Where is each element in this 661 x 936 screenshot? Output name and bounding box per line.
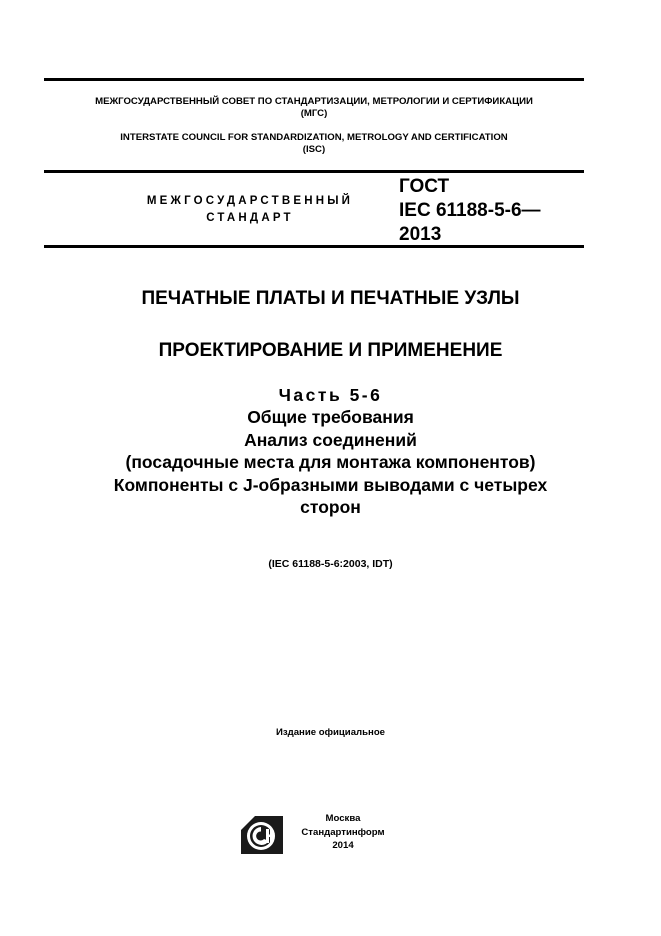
- council-english-name: INTERSTATE COUNCIL FOR STANDARDIZATION, METROLOGY AND CERTIFICATION: [120, 132, 508, 143]
- publisher-city: Москва: [325, 813, 361, 824]
- gost-year: 2013: [399, 224, 442, 245]
- standard-type-line2: СТАНДАРТ: [206, 212, 294, 224]
- document-title: ПЕЧАТНЫЕ ПЛАТЫ И ПЕЧАТНЫЕ УЗЛЫ: [141, 288, 520, 309]
- council-russian: [44, 96, 584, 120]
- part-description: [0, 384, 661, 518]
- iec-reference: (IEC 61188-5-6:2003, IDT): [268, 558, 393, 570]
- standard-designation: [399, 175, 541, 247]
- standard-type-label: [120, 193, 380, 227]
- part-line-3: (посадочные места для монтажа компонентов): [125, 452, 536, 473]
- council-english: [44, 132, 584, 156]
- top-rule: [44, 78, 584, 81]
- publication-year: 2014: [332, 840, 354, 851]
- part-line-1: Общие требования: [247, 407, 414, 428]
- standard-type-line1: МЕЖГОСУДАРСТВЕННЫЙ: [146, 195, 354, 207]
- council-russian-name: МЕЖГОСУДАРСТВЕННЫЙ СОВЕТ ПО СТАНДАРТИЗАЦИИ, МЕТРОЛОГИИ И СЕРТИФИКАЦИИ: [95, 96, 533, 107]
- standartinform-logo-icon: [237, 812, 287, 858]
- part-number: Часть 5-6: [278, 385, 383, 405]
- gost-label: ГОСТ: [399, 176, 450, 197]
- publisher-name: Стандартинформ: [301, 826, 385, 838]
- gost-number: IEC 61188-5-6—: [399, 200, 541, 221]
- middle-rule: [44, 170, 584, 173]
- part-line-4: Компоненты с J-образными выводами с четырех: [113, 474, 548, 495]
- part-line-5: сторон: [300, 497, 361, 518]
- council-russian-abbr: (МГС): [300, 108, 328, 119]
- part-line-2: Анализ соединений: [244, 429, 417, 450]
- document-subtitle: ПРОЕКТИРОВАНИЕ И ПРИМЕНЕНИЕ: [158, 340, 503, 361]
- publisher-info: [293, 812, 393, 853]
- bottom-rule: [44, 245, 584, 248]
- council-english-abbr: (ISC): [302, 144, 326, 155]
- edition-note: Издание официальное: [275, 727, 386, 738]
